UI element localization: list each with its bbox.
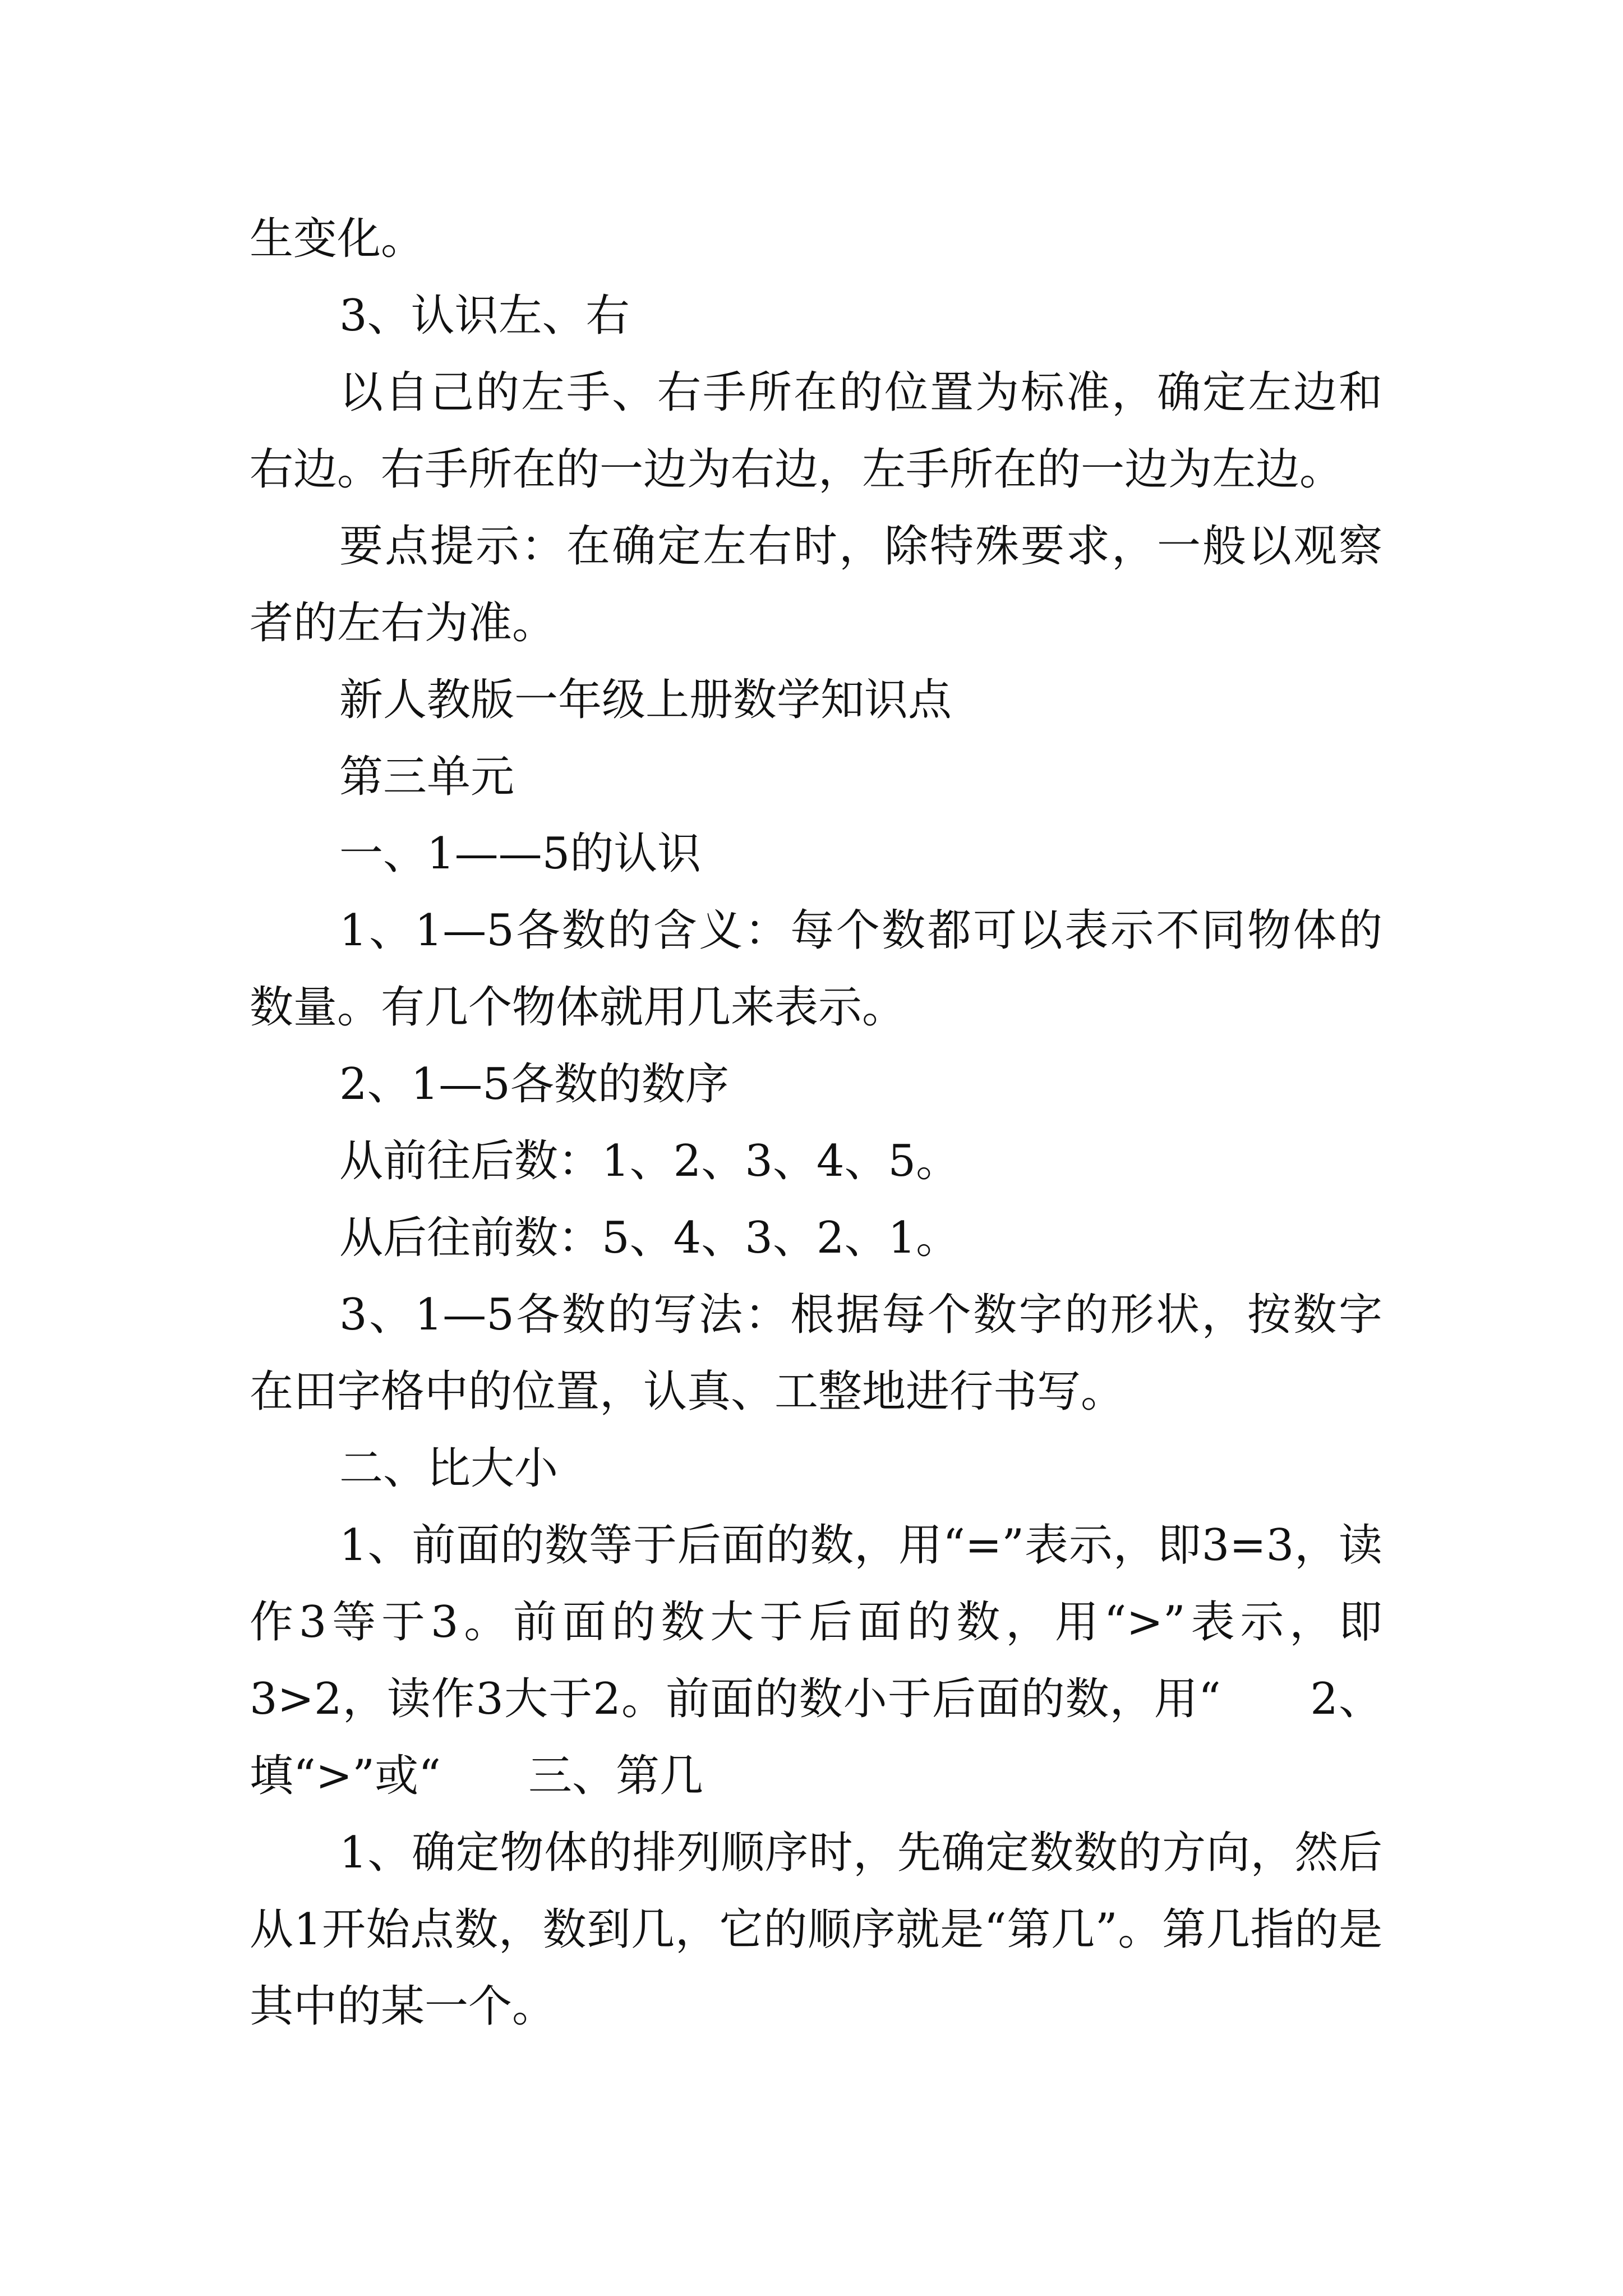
paragraph-continuation: 生变化。 <box>250 214 425 264</box>
paragraph-count-backward: 从后往前数：5、4、3、2、1。 <box>339 1213 960 1263</box>
paragraph-key-point: 要点提示：在确定左右时，除特殊要求，一般以观察者的左右为准。 <box>250 521 1382 648</box>
paragraph-ordinal-position: 1、确定物体的排列顺序时，先确定数数的方向，然后从1开始点数，数到几，它的顺序就是“第几”。第几指的是其中的某一个。 <box>250 1828 1382 2032</box>
heading-number-order: 2、1—5各数的数序 <box>339 1059 729 1110</box>
heading-left-right: 3、认识左、右 <box>339 291 630 341</box>
heading-compare-size: 二、比大小 <box>339 1443 559 1494</box>
heading-numbers-1-5: 一、1——5的认识 <box>339 829 702 879</box>
section-title: 新人教版一年级上册数学知识点 <box>339 675 952 725</box>
document-body <box>250 201 1382 2045</box>
paragraph-compare-rules: 1、前面的数等于后面的数，用“=”表示，即3=3，读作3等于3。前面的数大于后面的数，用“>”表示，即3>2，读作3大于2。前面的数小于后面的数，用“ 2、填“>”或“ 三、第几 <box>250 1520 1382 1801</box>
paragraph-left-right-definition: 以自己的左手、右手所在的位置为标准，确定左边和右边。右手所在的一边为右边，左手所在的一边为左边。 <box>250 367 1382 495</box>
paragraph-number-meaning: 1、1—5各数的含义：每个数都可以表示不同物体的数量。有几个物体就用几来表示。 <box>250 905 1382 1033</box>
paragraph-number-writing: 3、1—5各数的写法：根据每个数字的形状，按数字在田字格中的位置，认真、工整地进行书写。 <box>250 1290 1382 1417</box>
unit-heading: 第三单元 <box>339 752 515 802</box>
paragraph-count-forward: 从前往后数：1、2、3、4、5。 <box>339 1136 960 1186</box>
